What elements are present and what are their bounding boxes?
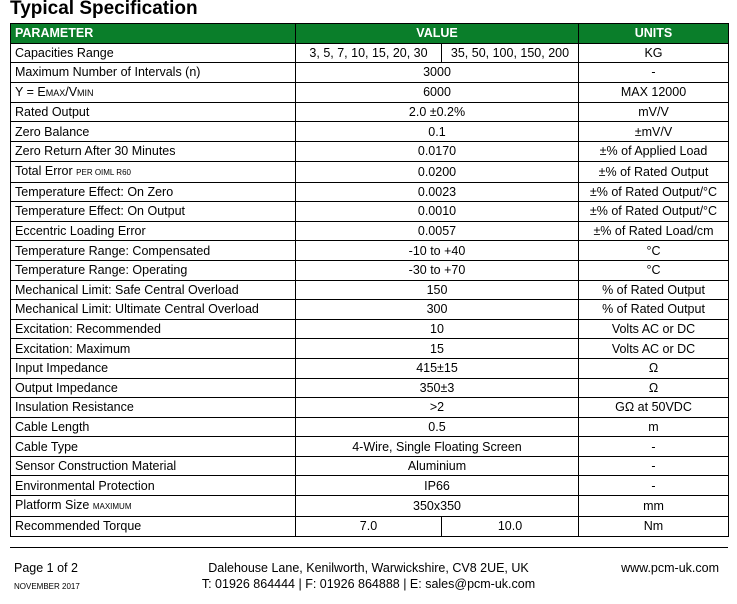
param-main: Platform Size xyxy=(15,498,90,513)
units-cell: % of Rated Output xyxy=(579,300,729,320)
value-cell: 0.0010 xyxy=(296,202,579,222)
units-cell: - xyxy=(579,63,729,83)
param-cell: Cable Length xyxy=(11,417,296,437)
param-cell: Sensor Construction Material xyxy=(11,456,296,476)
table-row xyxy=(11,63,729,83)
value-cell: 300 xyxy=(296,300,579,320)
value-cell: 6000 xyxy=(296,82,579,102)
value-cell: 0.5 xyxy=(296,417,579,437)
document-date: NOVEMBER 2017 xyxy=(14,582,80,591)
value-cell: 3000 xyxy=(296,63,579,83)
param-cell: Recommended Torque xyxy=(11,517,296,537)
table-row xyxy=(11,319,729,339)
units-cell: °C xyxy=(579,241,729,261)
units-cell: - xyxy=(579,476,729,496)
value-cell: 7.0 xyxy=(296,517,442,537)
value-cell: 10.0 xyxy=(442,517,579,537)
units-cell: ±% of Rated Load/cm xyxy=(579,221,729,241)
footer-contact: T: 01926 864444 | F: 01926 864888 | E: sales@pcm-uk.com xyxy=(201,577,536,591)
units-cell: Volts AC or DC xyxy=(579,339,729,359)
param-suffix: PER OIML R60 xyxy=(76,167,131,177)
param-cell: Temperature Effect: On Output xyxy=(11,202,296,222)
value-cell: -10 to +40 xyxy=(296,241,579,261)
table-row xyxy=(11,339,729,359)
param-cell: Temperature Range: Compensated xyxy=(11,241,296,261)
header-value: VALUE xyxy=(296,24,579,44)
param-cell: Excitation: Recommended xyxy=(11,319,296,339)
value-cell: >2 xyxy=(296,398,579,418)
table-row xyxy=(11,122,729,142)
units-cell: MAX 12000 xyxy=(579,82,729,102)
value-cell: -30 to +70 xyxy=(296,260,579,280)
table-header-row xyxy=(11,24,729,44)
table-row xyxy=(11,417,729,437)
value-cell: 35, 50, 100, 150, 200 xyxy=(442,43,579,63)
value-cell: 3, 5, 7, 10, 15, 20, 30 xyxy=(296,43,442,63)
table-row xyxy=(11,82,729,102)
units-cell: ±% of Applied Load xyxy=(579,141,729,161)
units-cell: ±% of Rated Output/°C xyxy=(579,202,729,222)
page-title: Typical Specification xyxy=(10,0,198,19)
table-row xyxy=(11,517,729,537)
units-cell: ±% of Rated Output xyxy=(579,161,729,182)
table-row xyxy=(11,161,729,182)
table-row xyxy=(11,476,729,496)
table-row xyxy=(11,241,729,261)
param-cell: Zero Return After 30 Minutes xyxy=(11,141,296,161)
table-row xyxy=(11,221,729,241)
param-cell: Environmental Protection xyxy=(11,476,296,496)
value-cell: 0.0200 xyxy=(296,161,579,182)
specification-table xyxy=(10,23,729,537)
param-cell: Eccentric Loading Error xyxy=(11,221,296,241)
value-cell: 0.0023 xyxy=(296,182,579,202)
units-cell: ±mV/V xyxy=(579,122,729,142)
units-cell: Volts AC or DC xyxy=(579,319,729,339)
units-cell: Nm xyxy=(579,517,729,537)
units-cell: % of Rated Output xyxy=(579,280,729,300)
units-cell: m xyxy=(579,417,729,437)
param-cell: Zero Balance xyxy=(11,122,296,142)
table-row xyxy=(11,496,729,517)
param-cell: Mechanical Limit: Ultimate Central Overload xyxy=(11,300,296,320)
param-main: Total Error xyxy=(15,163,73,178)
table-row xyxy=(11,456,729,476)
table-row xyxy=(11,260,729,280)
table-row xyxy=(11,378,729,398)
param-cell: Mechanical Limit: Safe Central Overload xyxy=(11,280,296,300)
table-row xyxy=(11,437,729,457)
table-row xyxy=(11,141,729,161)
param-cell: Excitation: Maximum xyxy=(11,339,296,359)
header-units: UNITS xyxy=(579,24,729,44)
units-cell: GΩ at 50VDC xyxy=(579,398,729,418)
value-cell: Aluminium xyxy=(296,456,579,476)
table-row xyxy=(11,398,729,418)
param-cell xyxy=(11,82,296,102)
param-cell: Capacities Range xyxy=(11,43,296,63)
table-row xyxy=(11,300,729,320)
table-row xyxy=(11,182,729,202)
param-sub-min: MIN xyxy=(77,87,94,98)
param-cell: Temperature Effect: On Zero xyxy=(11,182,296,202)
footer-address: Dalehouse Lane, Kenilworth, Warwickshire, CV8 2UE, UK xyxy=(208,561,529,575)
param-cell xyxy=(11,161,296,182)
param-main: Y = E xyxy=(15,84,46,99)
param-cell: Maximum Number of Intervals (n) xyxy=(11,63,296,83)
value-cell: 15 xyxy=(296,339,579,359)
value-cell: 2.0 ±0.2% xyxy=(296,102,579,122)
param-cell: Cable Type xyxy=(11,437,296,457)
table-row xyxy=(11,202,729,222)
units-cell: - xyxy=(579,456,729,476)
units-cell: Ω xyxy=(579,378,729,398)
param-cell: Temperature Range: Operating xyxy=(11,260,296,280)
value-cell: 150 xyxy=(296,280,579,300)
page-number: Page 1 of 2 xyxy=(14,561,78,575)
value-cell: 415±15 xyxy=(296,358,579,378)
value-cell: 0.0057 xyxy=(296,221,579,241)
footer-divider xyxy=(10,547,728,548)
table-row xyxy=(11,280,729,300)
param-cell xyxy=(11,496,296,517)
units-cell: - xyxy=(579,437,729,457)
units-cell: ±% of Rated Output/°C xyxy=(579,182,729,202)
table-row xyxy=(11,102,729,122)
param-cell: Rated Output xyxy=(11,102,296,122)
units-cell: KG xyxy=(579,43,729,63)
value-cell: 350x350 xyxy=(296,496,579,517)
param-cell: Insulation Resistance xyxy=(11,398,296,418)
value-cell: 10 xyxy=(296,319,579,339)
param-suffix: MAXIMUM xyxy=(92,502,132,512)
param-cell: Output Impedance xyxy=(11,378,296,398)
value-cell: IP66 xyxy=(296,476,579,496)
units-cell: Ω xyxy=(579,358,729,378)
value-cell: 0.0170 xyxy=(296,141,579,161)
table-row xyxy=(11,358,729,378)
value-cell: 350±3 xyxy=(296,378,579,398)
value-cell: 0.1 xyxy=(296,122,579,142)
units-cell: mm xyxy=(579,496,729,517)
units-cell: mV/V xyxy=(579,102,729,122)
param-cell: Input Impedance xyxy=(11,358,296,378)
param-sub-max: MAX xyxy=(45,87,66,98)
param-mid: /V xyxy=(65,84,78,99)
value-cell: 4-Wire, Single Floating Screen xyxy=(296,437,579,457)
header-parameter: PARAMETER xyxy=(11,24,296,44)
units-cell: °C xyxy=(579,260,729,280)
table-row xyxy=(11,43,729,63)
footer-website: www.pcm-uk.com xyxy=(621,561,719,575)
